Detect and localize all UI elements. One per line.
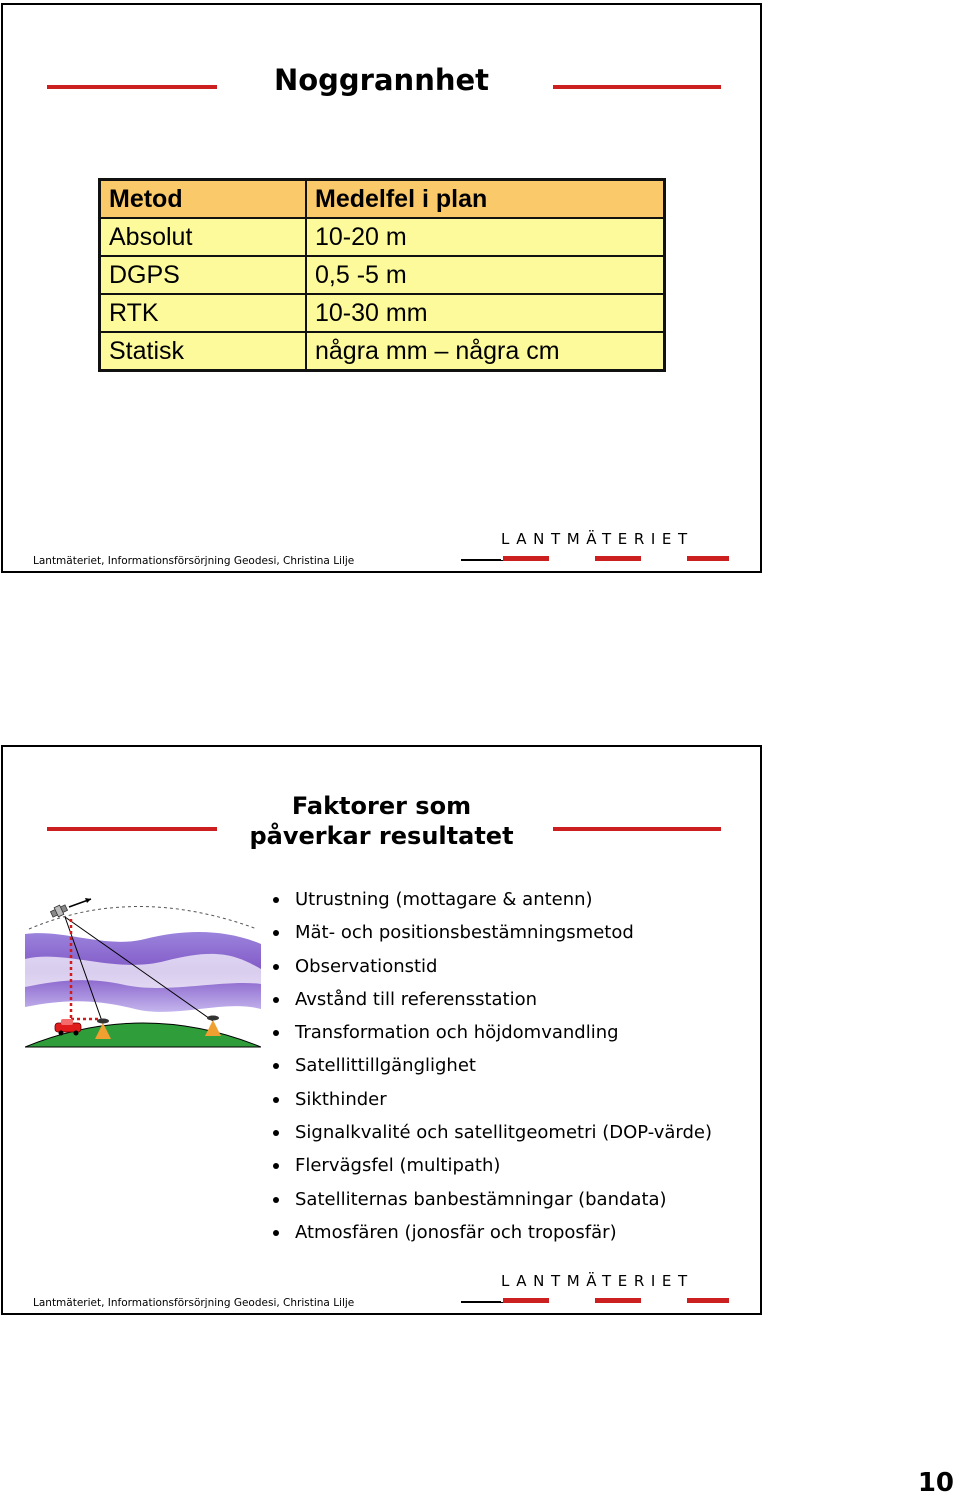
logo-bar — [687, 556, 729, 561]
slide-faktorer — [1, 745, 762, 1315]
list-item: Utrustning (mottagare & antenn) — [271, 883, 712, 916]
factor-list — [271, 883, 712, 1249]
accuracy-table — [98, 178, 666, 372]
table-row — [100, 294, 665, 332]
list-item: Flervägsfel (multipath) — [271, 1149, 712, 1182]
table-header-cell: Metod — [100, 180, 307, 219]
list-item: Satelliternas banbestämningar (bandata) — [271, 1183, 712, 1216]
logo-ruler-ticks — [461, 551, 501, 560]
tripod-reference-icon — [205, 1016, 221, 1037]
list-item: Sikthinder — [271, 1083, 712, 1116]
logo-bar — [503, 1298, 549, 1303]
table-cell: 10-20 m — [306, 218, 665, 256]
table-row — [100, 332, 665, 371]
logo-ruler-ticks — [461, 1293, 501, 1302]
list-item: Avstånd till referensstation — [271, 983, 712, 1016]
lantmateriet-logo: LANTMÄTERIET — [501, 530, 694, 548]
logo-bar — [503, 556, 549, 561]
table-cell: Absolut — [100, 218, 307, 256]
logo-bar — [641, 556, 687, 561]
slide-title — [3, 791, 760, 851]
slide-footer: Lantmäteriet, Informationsförsörjning Geodesi, Christina Lilje — [33, 1297, 355, 1309]
table-cell: några mm – några cm — [306, 332, 665, 371]
table-cell: Statisk — [100, 332, 307, 371]
slide-noggrannhet — [1, 3, 762, 573]
logo-bar — [549, 1298, 595, 1303]
list-item: Satellittillgänglighet — [271, 1049, 712, 1082]
table-cell: 10-30 mm — [306, 294, 665, 332]
table-header-cell: Medelfel i plan — [306, 180, 665, 219]
logo-bar — [549, 556, 595, 561]
logo-bar — [687, 1298, 729, 1303]
slide-title: Noggrannhet — [273, 63, 490, 97]
table-cell: RTK — [100, 294, 307, 332]
table-row — [100, 218, 665, 256]
logo-bar — [595, 1298, 641, 1303]
list-item: Atmosfären (jonosfär och troposfär) — [271, 1216, 712, 1249]
table-header-row — [100, 180, 665, 219]
page-number: 10 — [917, 1468, 954, 1498]
table-cell: DGPS — [100, 256, 307, 294]
list-item: Signalkvalité och satellitgeometri (DOP-värde) — [271, 1116, 712, 1149]
logo-bar — [641, 1298, 687, 1303]
list-item: Mät- och positionsbestämningsmetod — [271, 916, 712, 949]
slide-title-line-1: Faktorer som — [291, 792, 472, 820]
logo-bar — [595, 556, 641, 561]
table-row — [100, 256, 665, 294]
slide-title-line-2: påverkar resultatet — [249, 822, 514, 850]
slide-footer: Lantmäteriet, Informationsförsörjning Geodesi, Christina Lilje — [33, 555, 355, 567]
table-cell: 0,5 -5 m — [306, 256, 665, 294]
list-item: Observationstid — [271, 950, 712, 983]
gps-illustration — [25, 889, 261, 1049]
list-item: Transformation och höjdomvandling — [271, 1016, 712, 1049]
lantmateriet-logo: LANTMÄTERIET — [501, 1272, 694, 1290]
